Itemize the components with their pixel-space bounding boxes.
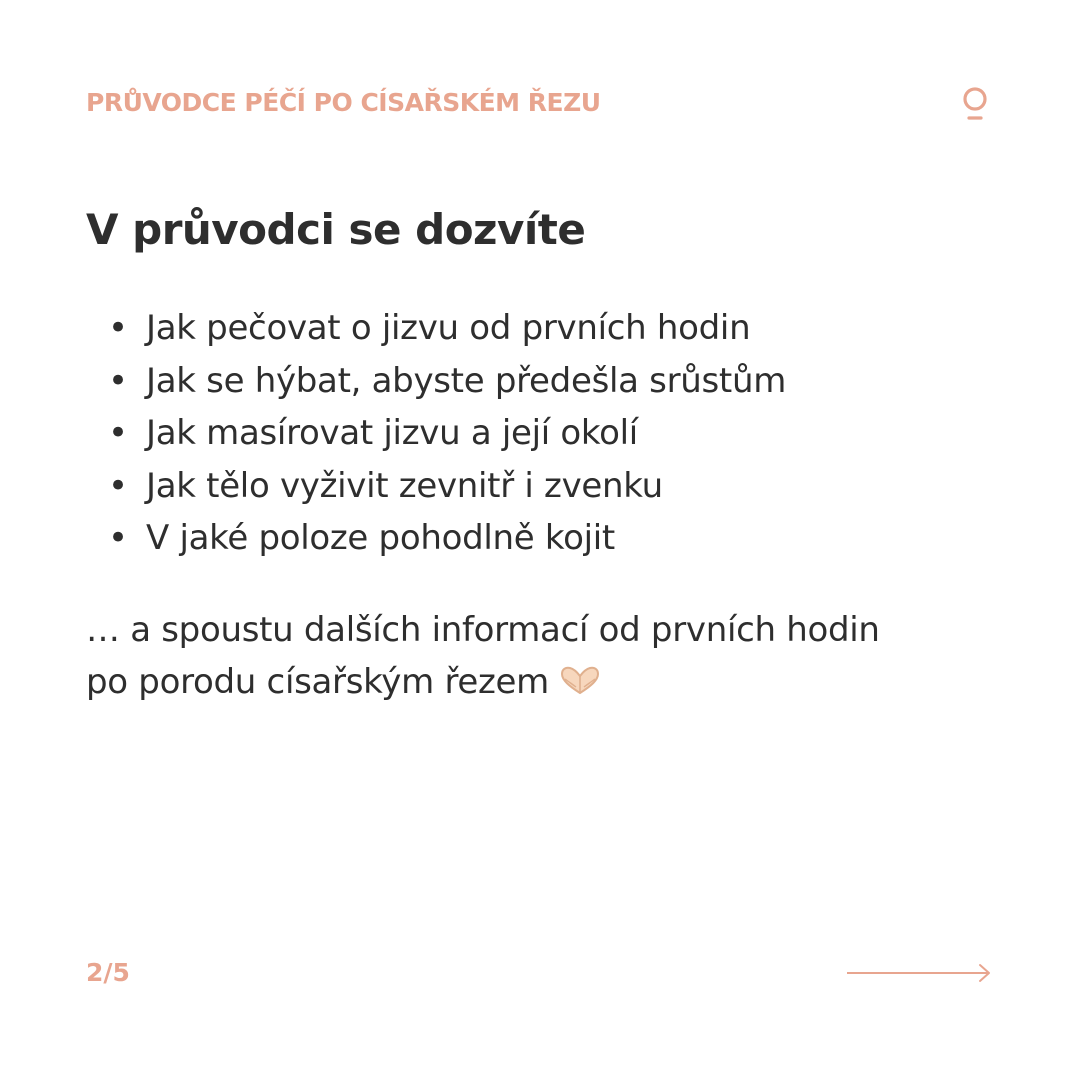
list-item: [108, 460, 786, 513]
bullet-dot: •: [108, 413, 128, 453]
arrow-right-icon[interactable]: [846, 962, 992, 984]
list-item-text: Jak se hýbat, abyste předešla srůstům: [146, 360, 787, 401]
list-item: [108, 355, 786, 408]
list-item-text: Jak masírovat jizvu a její okolí: [146, 413, 638, 453]
page-counter: 2/5: [86, 958, 130, 987]
summary-line-2-text: po porodu císařským řezem: [86, 662, 549, 702]
header-title: PRŮVODCE PÉČÍ PO CÍSAŘSKÉM ŘEZU: [86, 88, 601, 117]
bullet-dot: •: [108, 518, 128, 558]
summary-line-1: … a spoustu dalších informací od prvních hodin: [86, 610, 880, 650]
summary-line-2: [86, 656, 986, 708]
list-item-text: Jak tělo vyživit zevnitř i zvenku: [146, 465, 663, 506]
list-item: [108, 512, 786, 565]
feature-list: [108, 302, 786, 565]
summary-text: [86, 604, 986, 708]
bullet-dot: •: [108, 465, 128, 506]
list-item-text: Jak pečovat o jizvu od prvních hodin: [146, 308, 751, 348]
bullet-dot: •: [108, 360, 128, 401]
list-item-text: V jaké poloze pohodlně kojit: [146, 518, 615, 558]
heart-hands-icon: [557, 665, 603, 697]
page-heading: V průvodci se dozvíte: [86, 205, 586, 254]
bullet-dot: •: [108, 308, 128, 348]
circle-pin-icon: [960, 86, 990, 124]
list-item: [108, 407, 786, 460]
list-item: [108, 302, 786, 355]
